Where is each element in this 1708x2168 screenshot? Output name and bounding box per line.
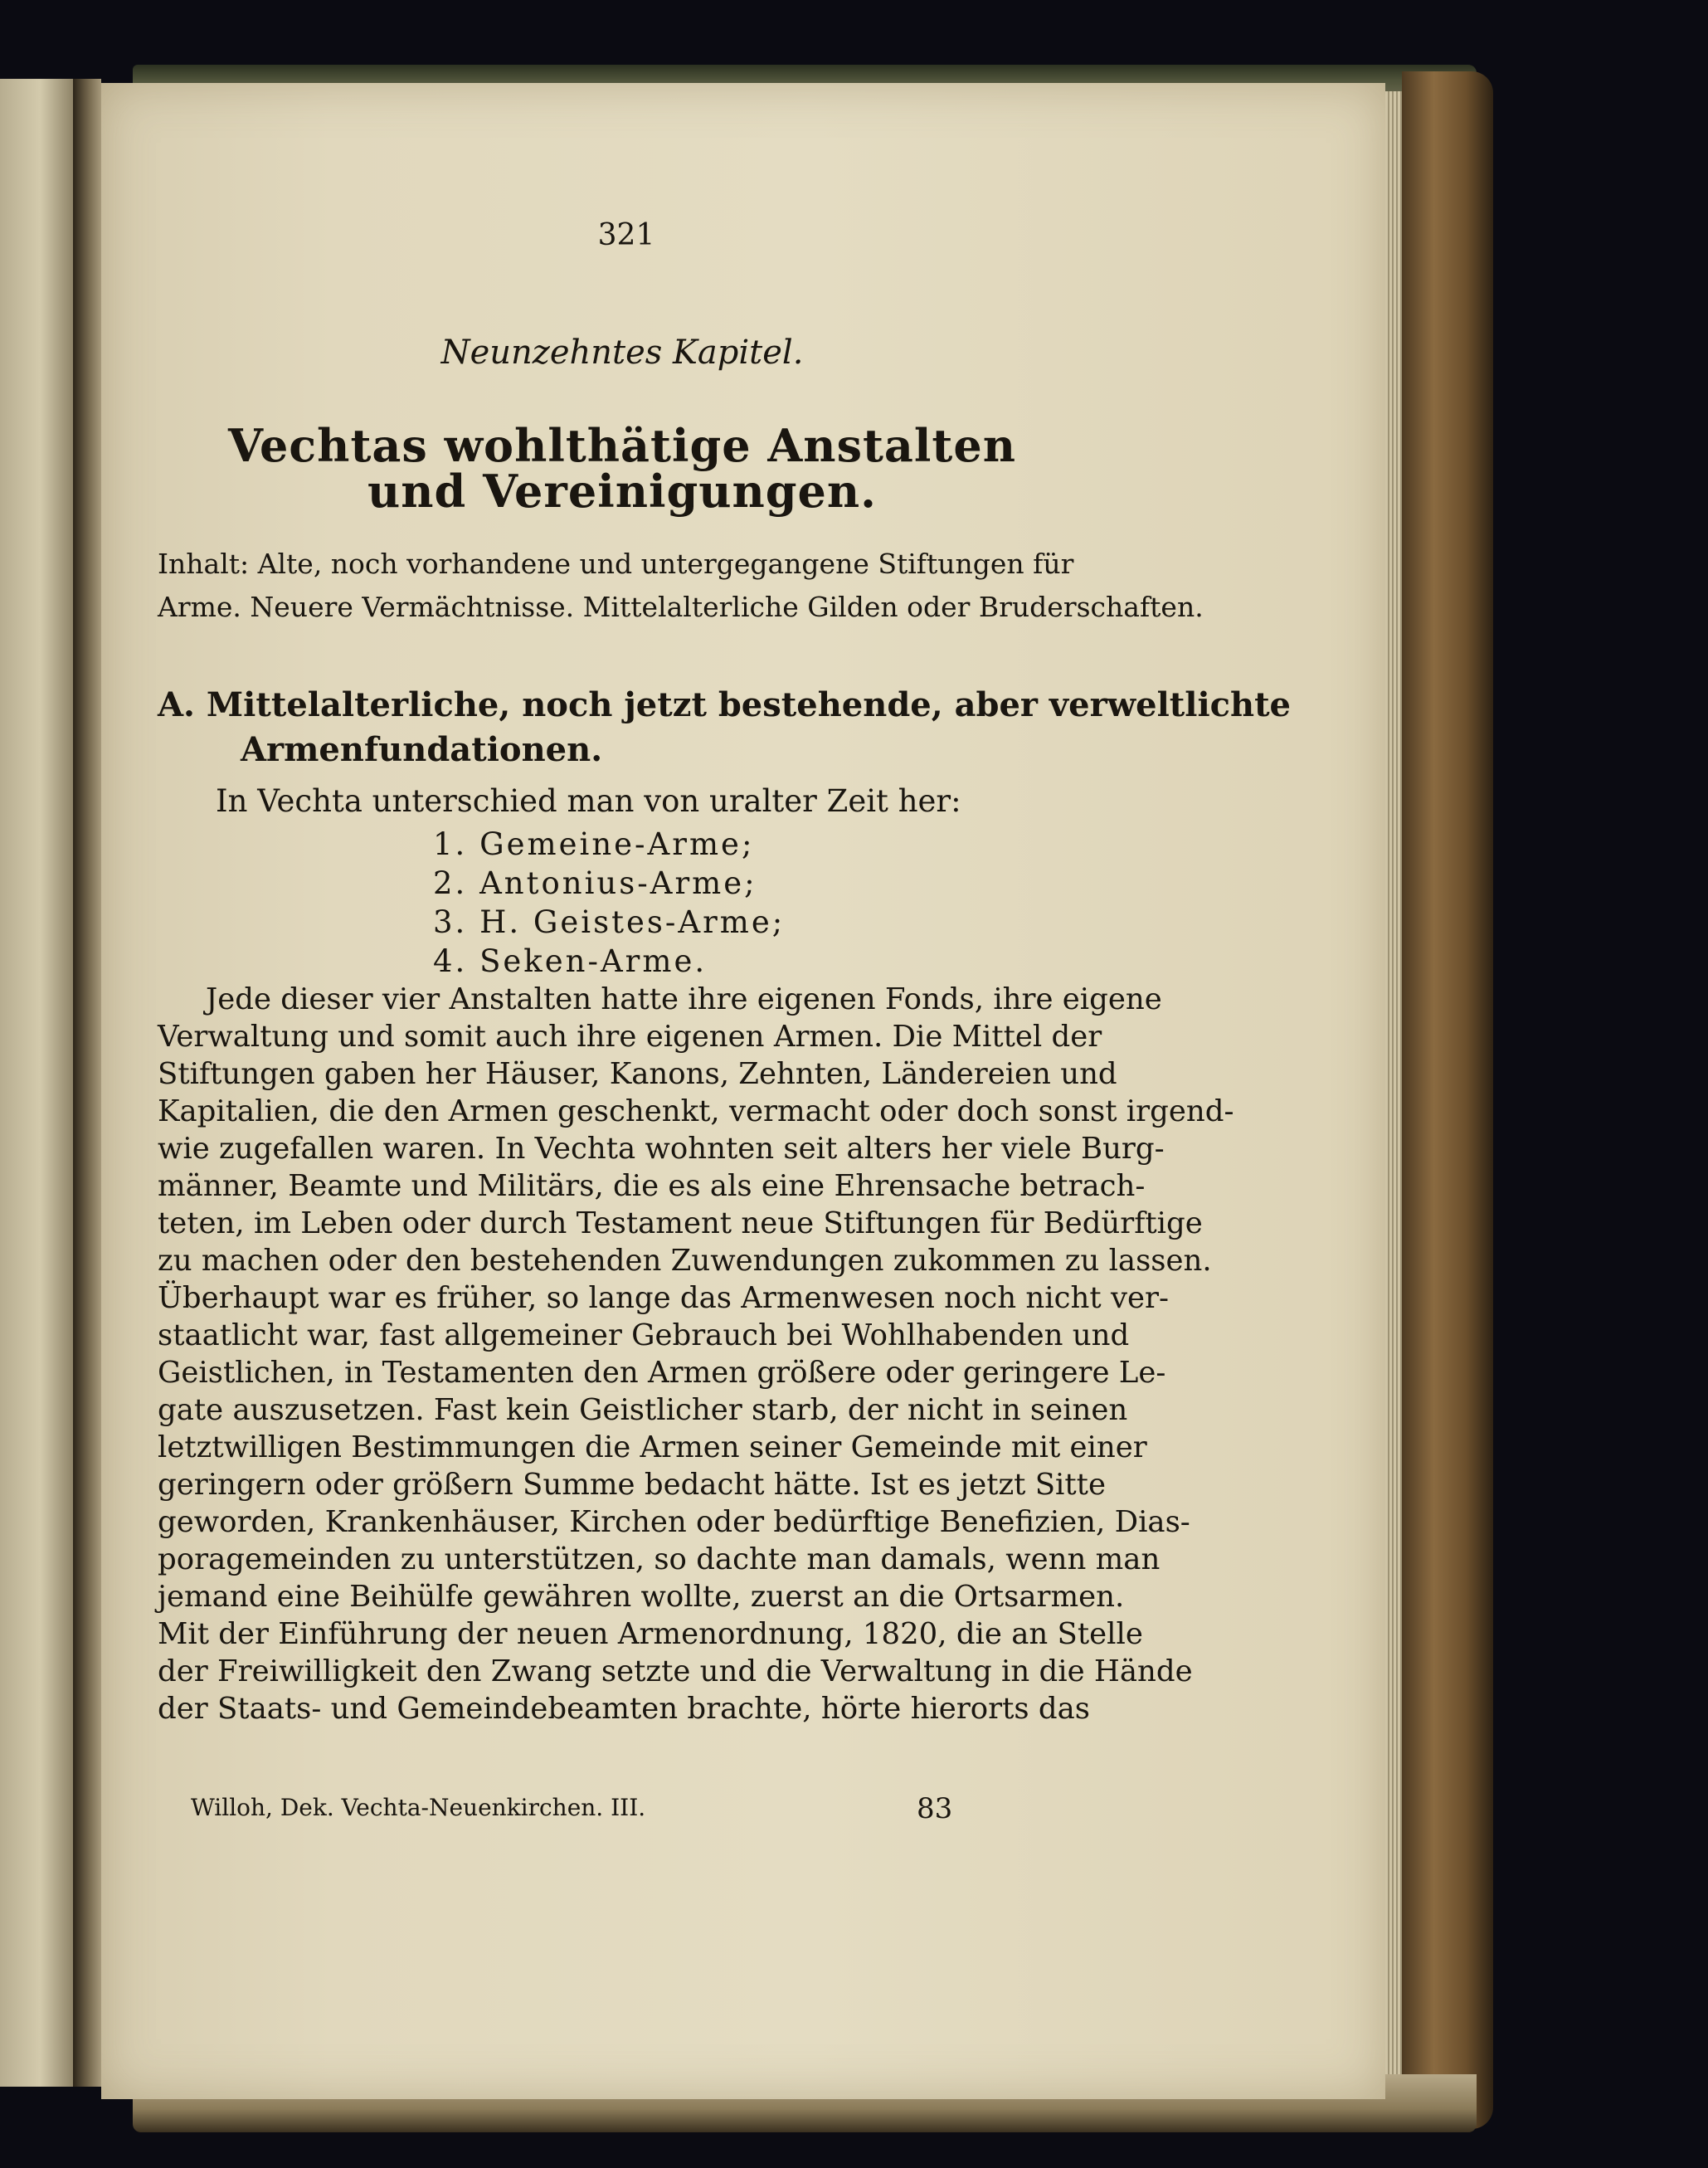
intro-line: In Vechta unterschied man von uralter Zeit her: bbox=[216, 783, 961, 819]
paragraph-line: der Staats- und Gemeindebeamten brachte, hörte hierorts das bbox=[158, 1692, 1091, 1726]
paragraph-line: Überhaupt war es früher, so lange das Armenwesen noch nicht ver- bbox=[158, 1281, 1169, 1315]
book-gutter bbox=[73, 79, 101, 2087]
summary-line: Arme. Neuere Vermächtnisse. Mittelalterliche Gilden oder Bruderschaften. bbox=[158, 591, 1204, 623]
list-item: 1. Gemeine-Arme; bbox=[433, 826, 755, 862]
paragraph-line: der Freiwilligkeit den Zwang setzte und die Verwaltung in die Hände bbox=[158, 1654, 1193, 1688]
list-item: 3. H. Geistes-Arme; bbox=[433, 904, 786, 940]
paragraph-line: Jede dieser vier Anstalten hatte ihre eigenen Fonds, ihre eigene bbox=[206, 982, 1162, 1016]
footer-signature: Willoh, Dek. Vechta-Neuenkirchen. III. bbox=[191, 1794, 646, 1821]
paragraph-line: Verwaltung und somit auch ihre eigenen Armen. Die Mittel der bbox=[158, 1020, 1102, 1054]
paragraph-line: Geistlichen, in Testamenten den Armen größere oder geringere Le- bbox=[158, 1356, 1166, 1390]
paragraph-line: männer, Beamte und Militärs, die es als eine Ehrensache betrach- bbox=[158, 1169, 1146, 1203]
paragraph-line: teten, im Leben oder durch Testament neue Stiftungen für Bedürftige bbox=[158, 1206, 1203, 1240]
paragraph-line: geworden, Krankenhäuser, Kirchen oder bedürftige Benefizien, Dias- bbox=[158, 1505, 1190, 1539]
page-number: 321 bbox=[597, 218, 655, 252]
paragraph-line: gate auszusetzen. Fast kein Geistlicher starb, der nicht in seinen bbox=[158, 1393, 1128, 1427]
paragraph-line: jemand eine Beihülfe gewähren wollte, zuerst an die Ortsarmen. bbox=[158, 1580, 1125, 1614]
book-cover-edge bbox=[1402, 71, 1493, 2129]
chapter-heading: Neunzehntes Kapitel. bbox=[440, 334, 804, 372]
section-heading: A. Mittelalterliche, noch jetzt bestehende, aber verweltlichte bbox=[158, 685, 1291, 724]
summary-line: Inhalt: Alte, noch vorhandene und untergegangene Stiftungen für bbox=[158, 548, 1074, 580]
paragraph-line: Kapitalien, die den Armen geschenkt, vermacht oder doch sonst irgend- bbox=[158, 1094, 1234, 1128]
paragraph-line: wie zugefallen waren. In Vechta wohnten seit alters her viele Burg- bbox=[158, 1132, 1165, 1166]
footer-signature-number: 83 bbox=[917, 1792, 953, 1825]
paragraph-line: zu machen oder den bestehenden Zuwendungen zukommen zu lassen. bbox=[158, 1244, 1212, 1278]
paragraph-line: Mit der Einführung der neuen Armenordnung, 1820, die an Stelle bbox=[158, 1617, 1143, 1651]
paragraph-line: Stiftungen gaben her Häuser, Kanons, Zehnten, Ländereien und bbox=[158, 1057, 1117, 1091]
paragraph-line: geringern oder größern Summe bedacht hätte. Ist es jetzt Sitte bbox=[158, 1468, 1106, 1502]
list-item: 4. Seken-Arme. bbox=[433, 943, 708, 979]
paragraph-line: poragemeinden zu unterstützen, so dachte man damals, wenn man bbox=[158, 1542, 1161, 1576]
paragraph-line: staatlicht war, fast allgemeiner Gebrauch bei Wohlhabenden und bbox=[158, 1318, 1130, 1352]
chapter-title-line: Vechtas wohlthätige Anstalten bbox=[228, 419, 1016, 472]
section-heading-continued: Armenfundationen. bbox=[241, 730, 603, 769]
chapter-title-line: und Vereinigungen. bbox=[367, 465, 877, 518]
list-item: 2. Antonius-Arme; bbox=[433, 865, 757, 901]
paragraph-line: letztwilligen Bestimmungen die Armen seiner Gemeinde mit einer bbox=[158, 1430, 1147, 1464]
left-page-edge bbox=[0, 79, 75, 2087]
